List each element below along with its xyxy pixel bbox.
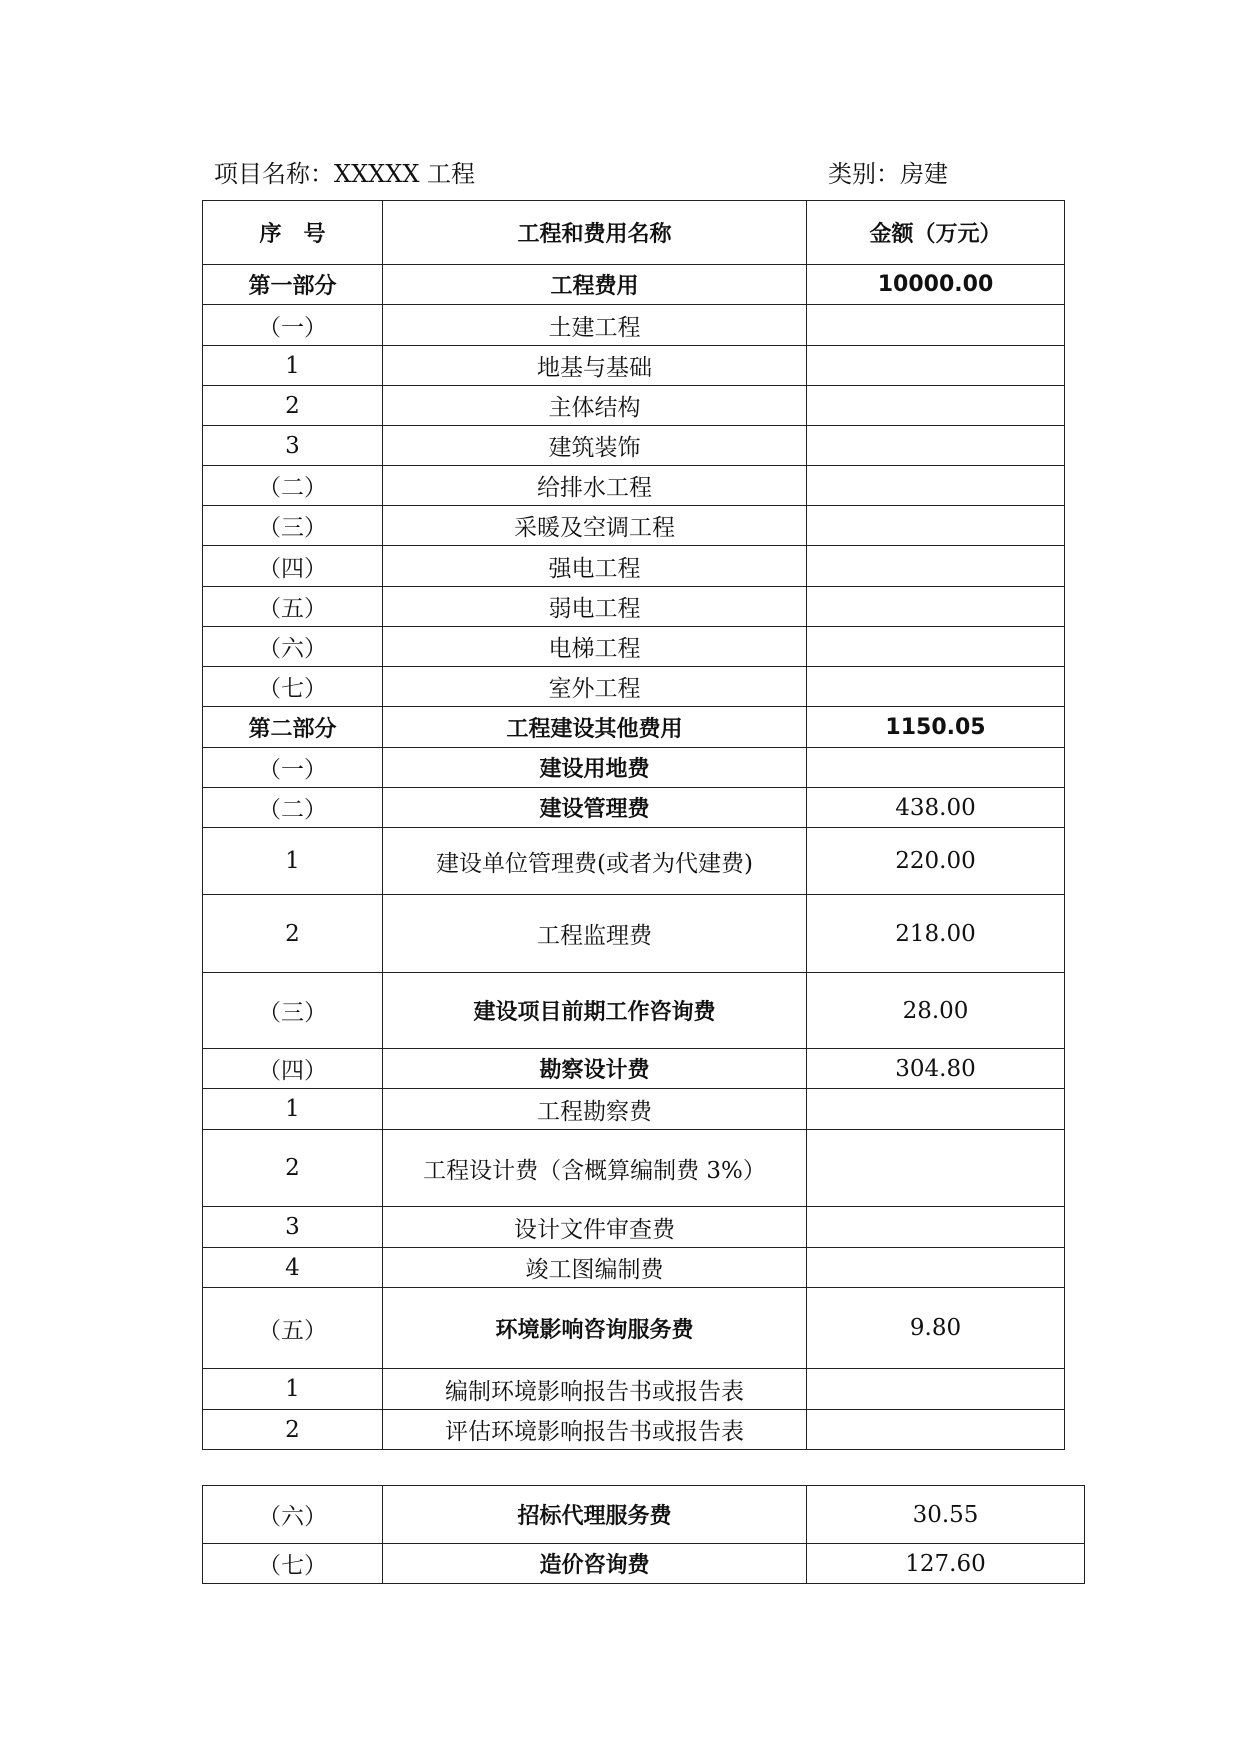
item-name-cell: 给排水工程 bbox=[383, 466, 807, 506]
table-row bbox=[203, 1486, 1085, 1544]
amount-cell: 9.80 bbox=[807, 1288, 1065, 1369]
item-name-cell: 招标代理服务费 bbox=[383, 1486, 807, 1544]
item-name-cell: 设计文件审查费 bbox=[383, 1207, 807, 1248]
amount-cell bbox=[807, 1089, 1065, 1130]
sequence-cell: 2 bbox=[203, 1130, 383, 1207]
table-row bbox=[203, 973, 1065, 1049]
amount-cell bbox=[807, 667, 1065, 707]
sequence-cell: 第二部分 bbox=[203, 707, 383, 748]
table-row bbox=[203, 748, 1065, 788]
amount-cell bbox=[807, 748, 1065, 788]
sequence-cell: 第一部分 bbox=[203, 265, 383, 305]
item-name-cell: 评估环境影响报告书或报告表 bbox=[383, 1410, 807, 1450]
sequence-cell: （一） bbox=[203, 305, 383, 346]
amount-cell bbox=[807, 1369, 1065, 1410]
sequence-cell: 1 bbox=[203, 1089, 383, 1130]
sequence-cell: 2 bbox=[203, 386, 383, 426]
amount-cell bbox=[807, 1410, 1065, 1450]
table-header-row bbox=[203, 201, 1065, 265]
item-name-cell: 弱电工程 bbox=[383, 587, 807, 627]
amount-cell bbox=[807, 1248, 1065, 1288]
table-row bbox=[203, 627, 1065, 667]
item-name-cell: 工程勘察费 bbox=[383, 1089, 807, 1130]
amount-cell bbox=[807, 506, 1065, 546]
item-name-cell: 编制环境影响报告书或报告表 bbox=[383, 1369, 807, 1410]
amount-cell: 127.60 bbox=[807, 1544, 1085, 1584]
item-name-cell: 环境影响咨询服务费 bbox=[383, 1288, 807, 1369]
item-name-cell: 勘察设计费 bbox=[383, 1049, 807, 1089]
amount-cell bbox=[807, 426, 1065, 466]
cost-table bbox=[202, 200, 1065, 1450]
sequence-cell: 3 bbox=[203, 426, 383, 466]
table-row bbox=[203, 506, 1065, 546]
amount-cell bbox=[807, 546, 1065, 587]
amount-cell: 220.00 bbox=[807, 828, 1065, 895]
sequence-cell: 1 bbox=[203, 346, 383, 386]
sequence-cell: 3 bbox=[203, 1207, 383, 1248]
category-label: 类别：房建 bbox=[828, 160, 948, 188]
amount-cell bbox=[807, 587, 1065, 627]
project-name-label: 项目名称：XXXXX 工程 bbox=[214, 160, 476, 188]
amount-cell bbox=[807, 627, 1065, 667]
table-row bbox=[203, 346, 1065, 386]
amount-cell: 304.80 bbox=[807, 1049, 1065, 1089]
table-row bbox=[203, 895, 1065, 973]
item-name-cell: 工程建设其他费用 bbox=[383, 707, 807, 748]
amount-cell: 10000.00 bbox=[807, 265, 1065, 305]
sequence-cell: （七） bbox=[203, 667, 383, 707]
table-row bbox=[203, 1089, 1065, 1130]
sequence-cell: 4 bbox=[203, 1248, 383, 1288]
item-name-cell: 建筑装饰 bbox=[383, 426, 807, 466]
item-name-cell: 地基与基础 bbox=[383, 346, 807, 386]
amount-cell: 1150.05 bbox=[807, 707, 1065, 748]
table-row bbox=[203, 1369, 1065, 1410]
table-row bbox=[203, 667, 1065, 707]
item-name-cell: 建设管理费 bbox=[383, 788, 807, 828]
item-name-cell: 强电工程 bbox=[383, 546, 807, 587]
sequence-cell: （三） bbox=[203, 973, 383, 1049]
item-name-cell: 采暖及空调工程 bbox=[383, 506, 807, 546]
table-row bbox=[203, 788, 1065, 828]
sequence-cell: 序 号 bbox=[203, 201, 383, 265]
sequence-cell: 1 bbox=[203, 1369, 383, 1410]
sequence-cell: （二） bbox=[203, 466, 383, 506]
sequence-cell: （六） bbox=[203, 627, 383, 667]
item-name-cell: 建设项目前期工作咨询费 bbox=[383, 973, 807, 1049]
sequence-cell: 2 bbox=[203, 1410, 383, 1450]
item-name-cell: 主体结构 bbox=[383, 386, 807, 426]
sequence-cell: （五） bbox=[203, 1288, 383, 1369]
amount-cell: 金额（万元） bbox=[807, 201, 1065, 265]
amount-cell: 28.00 bbox=[807, 973, 1065, 1049]
amount-cell bbox=[807, 346, 1065, 386]
table-row bbox=[203, 466, 1065, 506]
item-name-cell: 电梯工程 bbox=[383, 627, 807, 667]
table-row bbox=[203, 587, 1065, 627]
table-row bbox=[203, 707, 1065, 748]
item-name-cell: 工程监理费 bbox=[383, 895, 807, 973]
item-name-cell: 竣工图编制费 bbox=[383, 1248, 807, 1288]
item-name-cell: 工程和费用名称 bbox=[383, 201, 807, 265]
item-name-cell: 工程费用 bbox=[383, 265, 807, 305]
sequence-cell: （一） bbox=[203, 748, 383, 788]
amount-cell: 30.55 bbox=[807, 1486, 1085, 1544]
table-row bbox=[203, 1544, 1085, 1584]
table-row bbox=[203, 1410, 1065, 1450]
amount-cell bbox=[807, 386, 1065, 426]
table-row bbox=[203, 1288, 1065, 1369]
item-name-cell: 土建工程 bbox=[383, 305, 807, 346]
table-row bbox=[203, 265, 1065, 305]
table-row bbox=[203, 1207, 1065, 1248]
item-name-cell: 建设用地费 bbox=[383, 748, 807, 788]
sequence-cell: （五） bbox=[203, 587, 383, 627]
sequence-cell: （七） bbox=[203, 1544, 383, 1584]
sequence-cell: （三） bbox=[203, 506, 383, 546]
sequence-cell: （六） bbox=[203, 1486, 383, 1544]
sequence-cell: （四） bbox=[203, 1049, 383, 1089]
table-row bbox=[203, 546, 1065, 587]
cost-table-continued bbox=[202, 1485, 1085, 1584]
table-row bbox=[203, 386, 1065, 426]
amount-cell: 218.00 bbox=[807, 895, 1065, 973]
item-name-cell: 造价咨询费 bbox=[383, 1544, 807, 1584]
sequence-cell: 1 bbox=[203, 828, 383, 895]
amount-cell bbox=[807, 466, 1065, 506]
table-row bbox=[203, 1130, 1065, 1207]
table-row bbox=[203, 828, 1065, 895]
sequence-cell: （四） bbox=[203, 546, 383, 587]
table-row bbox=[203, 305, 1065, 346]
amount-cell bbox=[807, 1207, 1065, 1248]
item-name-cell: 工程设计费（含概算编制费 3%） bbox=[383, 1130, 807, 1207]
table-row bbox=[203, 1248, 1065, 1288]
item-name-cell: 室外工程 bbox=[383, 667, 807, 707]
amount-cell: 438.00 bbox=[807, 788, 1065, 828]
sequence-cell: 2 bbox=[203, 895, 383, 973]
table-row bbox=[203, 426, 1065, 466]
amount-cell bbox=[807, 305, 1065, 346]
item-name-cell: 建设单位管理费(或者为代建费) bbox=[383, 828, 807, 895]
amount-cell bbox=[807, 1130, 1065, 1207]
sequence-cell: （二） bbox=[203, 788, 383, 828]
table-row bbox=[203, 1049, 1065, 1089]
